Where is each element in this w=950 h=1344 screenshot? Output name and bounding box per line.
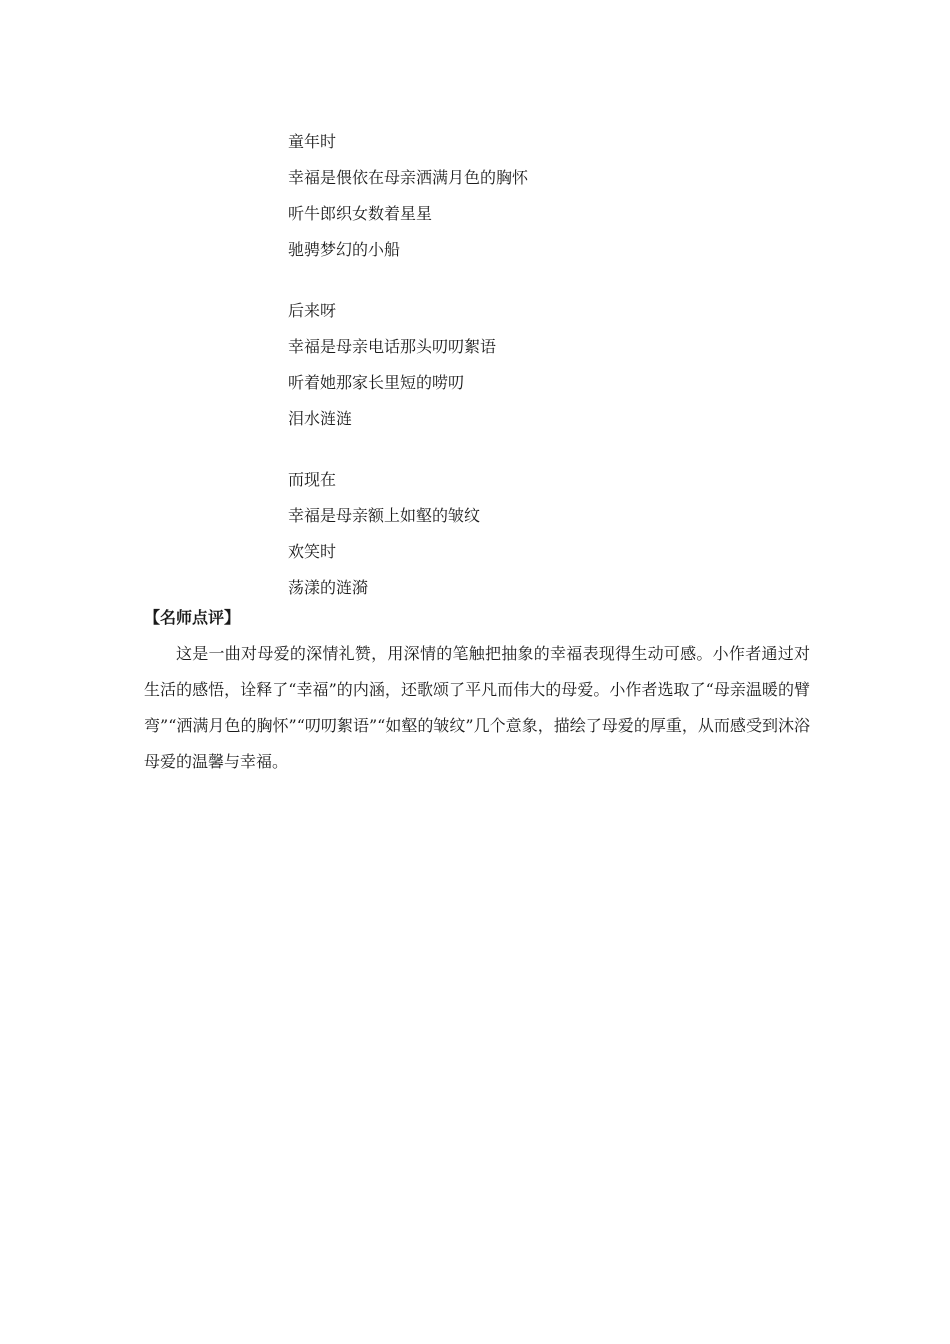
poem-line: 幸福是偎依在母亲洒满月色的胸怀 — [288, 168, 529, 187]
teacher-comment — [144, 600, 810, 780]
poem-line: 泪水涟涟 — [288, 409, 353, 428]
comment-heading: 【名师点评】 — [144, 608, 241, 627]
poem-line: 而现在 — [288, 470, 337, 489]
poem-line: 欢笑时 — [288, 542, 337, 561]
poem-line: 听牛郎织女数着星星 — [288, 204, 433, 223]
poem-stanza-later — [288, 293, 788, 437]
comment-body: 这是一曲对母爱的深情礼赞，用深情的笔触把抽象的幸福表现得生动可感。小作者通过对生活的感悟，诠释了“幸福”的内涵，还歌颂了平凡而伟大的母爱。小作者选取了“母亲温暖的臂弯”“洒满月色的胸怀”“叨叨絮语”“如壑的皱纹”几个意象，描绘了母爱的厚重，从而感受到沐浴母爱的温馨与幸福。 — [144, 644, 810, 771]
poem-line: 驰骋梦幻的小船 — [288, 240, 401, 259]
poem-line: 童年时 — [288, 132, 337, 151]
poem-stanza-childhood — [288, 124, 788, 268]
poem-line: 幸福是母亲额上如壑的皱纹 — [288, 506, 481, 525]
poem-stanza-now — [288, 462, 788, 606]
poem-line: 幸福是母亲电话那头叨叨絮语 — [288, 337, 497, 356]
poem-line: 荡漾的涟漪 — [288, 578, 369, 597]
poem-line: 后来呀 — [288, 301, 337, 320]
poem-line: 听着她那家长里短的唠叨 — [288, 373, 465, 392]
poem — [288, 124, 788, 606]
